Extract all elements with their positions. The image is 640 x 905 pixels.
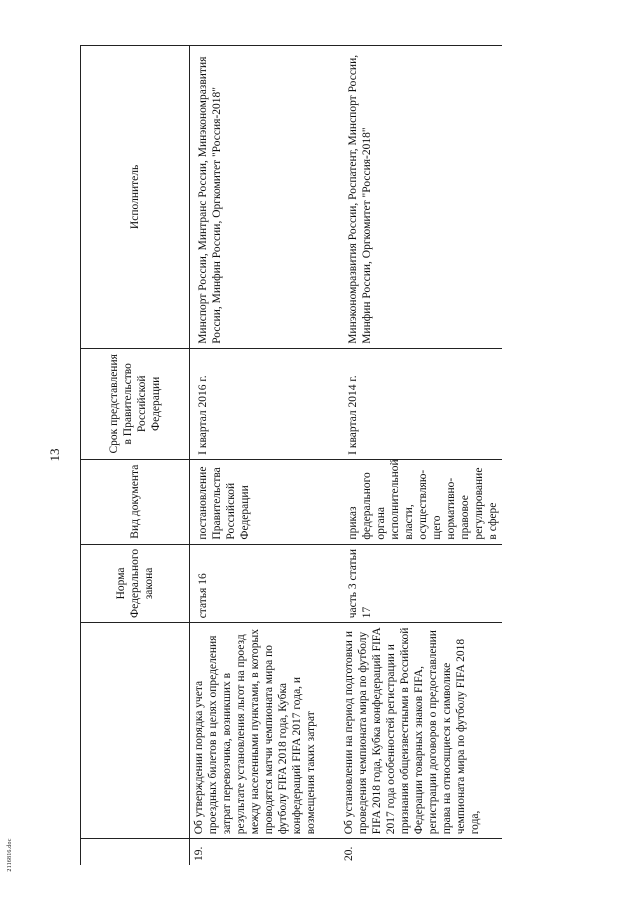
measures-table bbox=[80, 45, 502, 865]
row-norm: часть 3 статьи 17 bbox=[340, 544, 502, 623]
row-term: I квартал 2014 г. bbox=[340, 348, 502, 459]
header-kind: Вид документа bbox=[81, 459, 190, 544]
table-row bbox=[190, 46, 340, 866]
document-code: 2116816.doc bbox=[7, 838, 13, 872]
row-executor: Минспорт России, Минтранс России, Минэкономразвития России, Минфин России, Оргкомитет "Россия-2018" bbox=[190, 46, 340, 349]
row-name: Об утверждении порядка учета проездных билетов в целях определения затрат перевозчика, возникших в результате установления льгот на проезд между населенными пунктами, в которых проводятся матчи чемпионата мира по футболу FIFA 2018 года, Кубка конфедераций FIFA 2017 года, и возмещения таких затрат bbox=[190, 623, 340, 839]
document-table-rotated bbox=[80, 45, 499, 865]
header-norm: Норма Федерального закона bbox=[81, 544, 190, 623]
table-header-row bbox=[81, 46, 190, 866]
header-term: Срок представления в Правительство Российской Федерации bbox=[81, 348, 190, 459]
row-term: I квартал 2016 г. bbox=[190, 348, 340, 459]
row-kind: постановление Правительства Российской Федерации bbox=[190, 459, 340, 544]
header-executor: Исполнитель bbox=[81, 46, 190, 349]
row-executor: Минэкономразвития России, Роспатент, Минспорт России, Минфин России, Оргкомитет "Россия-2018" bbox=[340, 46, 502, 349]
row-kind: приказ федерального органа исполнительной власти, осуществляю- щего нормативно- правовое регулирование в сфере bbox=[340, 459, 502, 544]
header-name bbox=[81, 623, 190, 839]
row-name: Об установлении на период подготовки и проведения чемпионата мира по футболу FIFA 2018 года, Кубка конфедераций FIFA 2017 года особенностей регистрации и признания общеизвестными в Российской Федерации товарных знаков FIFA, регистрации договоров о предоставлении права на относящиеся к символике чемпионата мира по футболу FIFA 2018 года, bbox=[340, 623, 502, 839]
table-row bbox=[340, 46, 502, 866]
row-number: 20. bbox=[340, 839, 502, 865]
page-number: 13 bbox=[47, 448, 62, 462]
row-number: 19. bbox=[190, 839, 340, 865]
header-number bbox=[81, 839, 190, 865]
row-norm: статья 16 bbox=[190, 544, 340, 623]
